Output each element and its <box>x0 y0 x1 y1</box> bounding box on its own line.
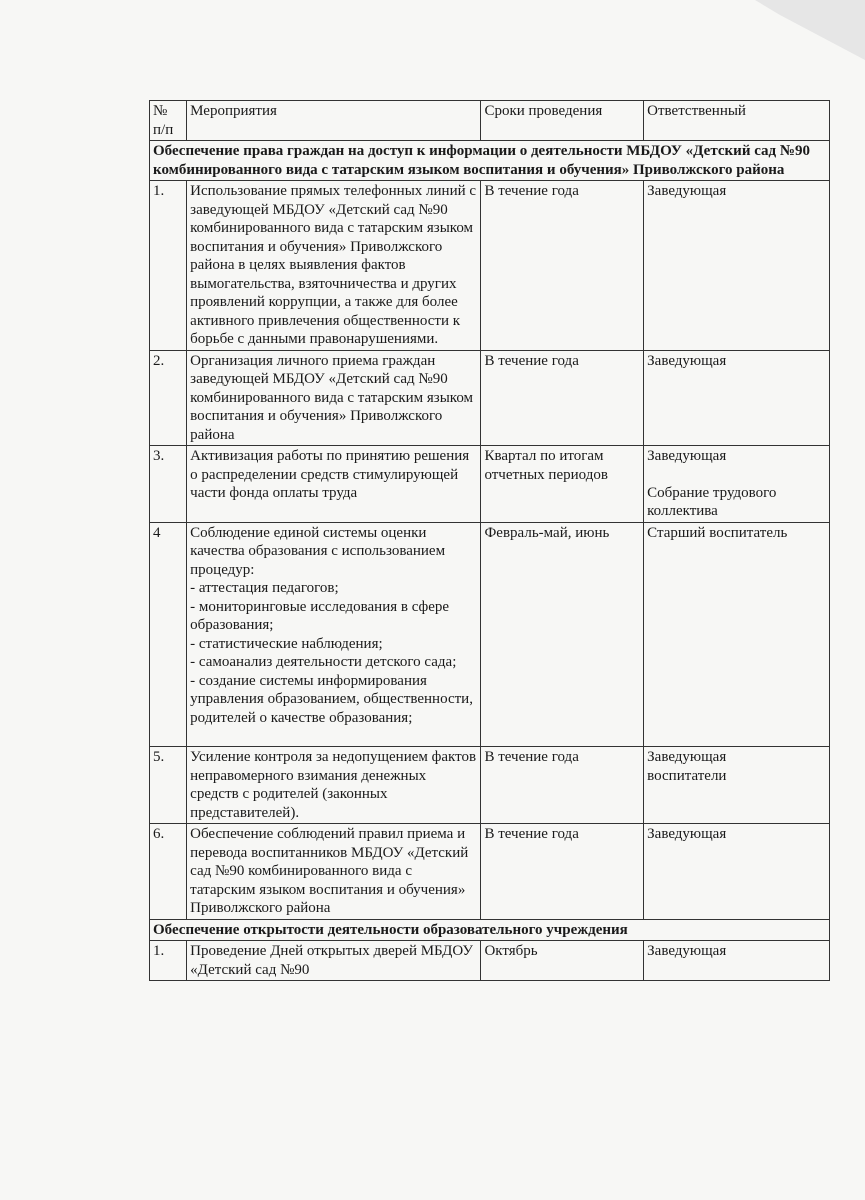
header-activity: Мероприятия <box>187 101 481 141</box>
table-row <box>150 522 830 747</box>
row-activity: Проведение Дней открытых дверей МБДОУ «Детский сад №90 <box>187 941 481 981</box>
activity-item: - мониторинговые исследования в сфере образования; <box>190 598 450 633</box>
section-heading-row <box>150 141 830 181</box>
row-term: Октябрь <box>481 941 644 981</box>
row-activity: Усиление контроля за недопущением фактов неправомерного взимания денежных средств с родителей (законных представителей). <box>187 747 481 824</box>
row-responsible: Заведующая <box>644 181 830 351</box>
row-activity: Использование прямых телефонных линий с заведующей МБДОУ «Детский сад №90 комбинированного вида с татарским языком воспитания и обучения» Приволжского района в целях выявления фактов вымогательства, взяточничества и других проявлений коррупции, а также для более активного привлечения общественности к борьбе с данными правонарушениями. <box>187 181 481 351</box>
row-term: Квартал по итогам отчетных периодов <box>481 446 644 523</box>
row-num: 6. <box>150 824 187 920</box>
responsible-secondary: Собрание трудового коллектива <box>647 484 777 519</box>
activity-item: - статистические наблюдения; <box>190 635 383 652</box>
row-num: 1. <box>150 181 187 351</box>
row-num: 3. <box>150 446 187 523</box>
activity-intro: Соблюдение единой системы оценки качества образования с использованием процедур: <box>190 524 446 578</box>
row-num: 2. <box>150 350 187 446</box>
spacer <box>647 466 826 484</box>
row-responsible: Заведующая <box>644 824 830 920</box>
spacer <box>190 727 477 745</box>
row-activity: Обеспечение соблюдений правил приема и перевода воспитанников МБДОУ «Детский сад №90 комбинированного вида с татарским языком воспитания и обучения» Приволжского района <box>187 824 481 920</box>
row-term: В течение года <box>481 824 644 920</box>
section-title: Обеспечение открытости деятельности образовательного учреждения <box>150 919 830 941</box>
table-header-row <box>150 101 830 141</box>
table-row <box>150 350 830 446</box>
row-num: 5. <box>150 747 187 824</box>
section-heading-row <box>150 919 830 941</box>
table-row <box>150 181 830 351</box>
activity-item: - аттестация педагогов; <box>190 580 339 596</box>
header-term: Сроки проведения <box>481 101 644 141</box>
row-term: Февраль-май, июнь <box>481 522 644 747</box>
row-num: 4 <box>150 522 187 747</box>
row-activity: Активизация работы по принятию решения о распределении средств стимулирующей части фонда оплаты труда <box>187 446 481 523</box>
row-term: В течение года <box>481 747 644 824</box>
row-responsible <box>644 446 830 523</box>
row-responsible: Заведующая <box>644 941 830 981</box>
row-activity: Организация личного приема граждан заведующей МБДОУ «Детский сад №90 комбинированного вида с татарским языком воспитания и обучения» Приволжского района <box>187 350 481 446</box>
activity-item: - создание системы информирования управления образованием, общественности, родителей о качестве образования; <box>190 672 473 726</box>
row-term: В течение года <box>481 350 644 446</box>
row-num: 1. <box>150 941 187 981</box>
header-responsible: Ответственный <box>644 101 830 141</box>
responsible-secondary: воспитатели <box>647 767 727 784</box>
table-row <box>150 446 830 523</box>
table-row <box>150 824 830 920</box>
activity-item: - самоанализ деятельности детского сада; <box>190 654 457 670</box>
row-responsible <box>644 747 830 824</box>
header-num: № п/п <box>150 101 187 141</box>
table-row <box>150 941 830 981</box>
section-title: Обеспечение права граждан на доступ к информации о деятельности МБДОУ «Детский сад №90 комбинированного вида с татарским языком воспитания и обучения» Приволжского района <box>150 141 830 181</box>
row-responsible: Старший воспитатель <box>644 522 830 747</box>
activities-table <box>149 100 830 981</box>
table-row <box>150 747 830 824</box>
row-term: В течение года <box>481 181 644 351</box>
row-activity <box>187 522 481 747</box>
responsible-primary: Заведующая <box>647 749 727 765</box>
responsible-primary: Заведующая <box>647 448 727 464</box>
row-responsible: Заведующая <box>644 350 830 446</box>
